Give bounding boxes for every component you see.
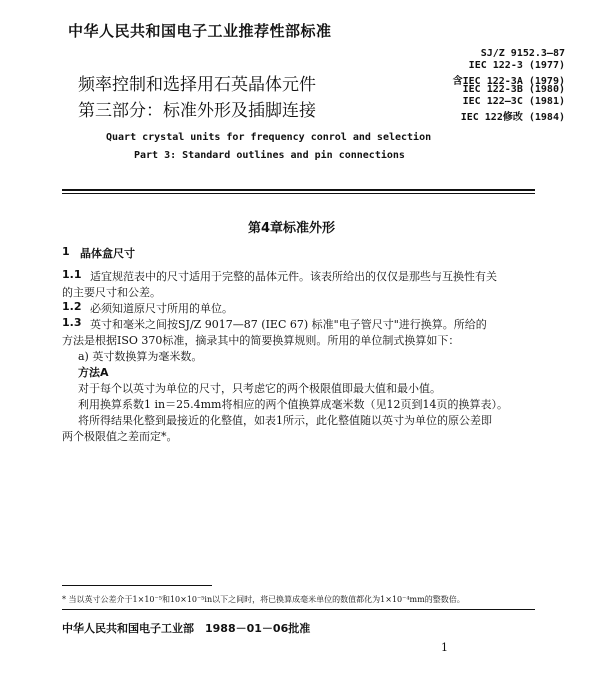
method-a-text: 将所得结果化整到最接近的化整值，如表1所示，此化整值随以英寸为单位的原公差即 [78,414,492,427]
title-cn-line2: 第三部分：标准外形及插脚连接 [78,101,316,121]
list-item-a: a) 英寸数换算为毫米数。 [78,350,203,363]
clause-number: 1.1 [62,268,82,281]
clause-number: 1.3 [62,316,82,329]
clause-1-3-text-cont: 方法是根据ISO 370标准，摘录其中的简要换算规则。所用的单位制式换算如下： [62,334,460,347]
header-divider [62,189,535,191]
standard-number: IEC 122—3C (1981) [462,96,565,107]
clause-1-2-text: 必须知道原尺寸所用的单位。 [90,302,233,315]
method-a-text: 利用换算系数1 in＝25.4mm将相应的两个值换算成毫米数（见12页到14页的换算表）。 [78,398,508,411]
standard-number: SJ/Z 9152.3—87 [480,48,565,59]
method-a-text: 对于每个以英寸为单位的尺寸，只考虑它的两个极限值即最大值和最小值。 [78,382,441,395]
footnote-divider [62,585,212,586]
standard-number: IEC 122-3 (1977) [468,60,565,71]
clause-number: 1.2 [62,300,82,313]
standard-number: 含IEC 122-3A (1979) [452,76,565,87]
title-cn-line1: 频率控制和选择用石英晶体元件 [78,75,316,95]
approval-line: 中华人民共和国电子工业部 1988－01－06批准 [62,622,311,635]
section-number: 1 [62,245,70,258]
footer-divider [62,609,535,610]
standard-number: IEC 122修改 (1984) [460,112,565,123]
standard-number: IEC 122-3B (1980) [462,84,565,95]
title-en-line2: Part 3: Standard outlines and pin connections [134,150,405,161]
method-a-text: 两个极限值之差而定*。 [62,430,178,443]
footnote-text: * 当以英寸公差介于1×10⁻⁵和10×10⁻⁵in以下之间时，将已换算成毫米单位的数值都化为1×10⁻⁴mm的整数倍。 [62,595,465,604]
clause-1-1-text-cont: 的主要尺寸和公差。 [62,286,161,299]
section-heading: 晶体盒尺寸 [80,247,135,260]
clause-1-3-text: 英寸和毫米之间按SJ/Z 9017—87 (IEC 67) 标准"电子管尺寸"进行换算。所给的 [90,318,487,331]
header-divider-thin [62,193,535,194]
title-en-line1: Quart crystal units for frequency conrol and selection [106,132,432,143]
page-number: 1 [441,641,448,654]
recommended-standard-org: 中华人民共和国电子工业推荐性部标准 [68,22,332,40]
chapter-title: 第4章标准外形 [248,221,336,236]
clause-1-1-text: 适宜规范表中的尺寸适用于完整的晶体元件。该表所给出的仅仅是那些与互换性有关 [90,270,497,283]
method-a-heading: 方法A [78,366,109,379]
